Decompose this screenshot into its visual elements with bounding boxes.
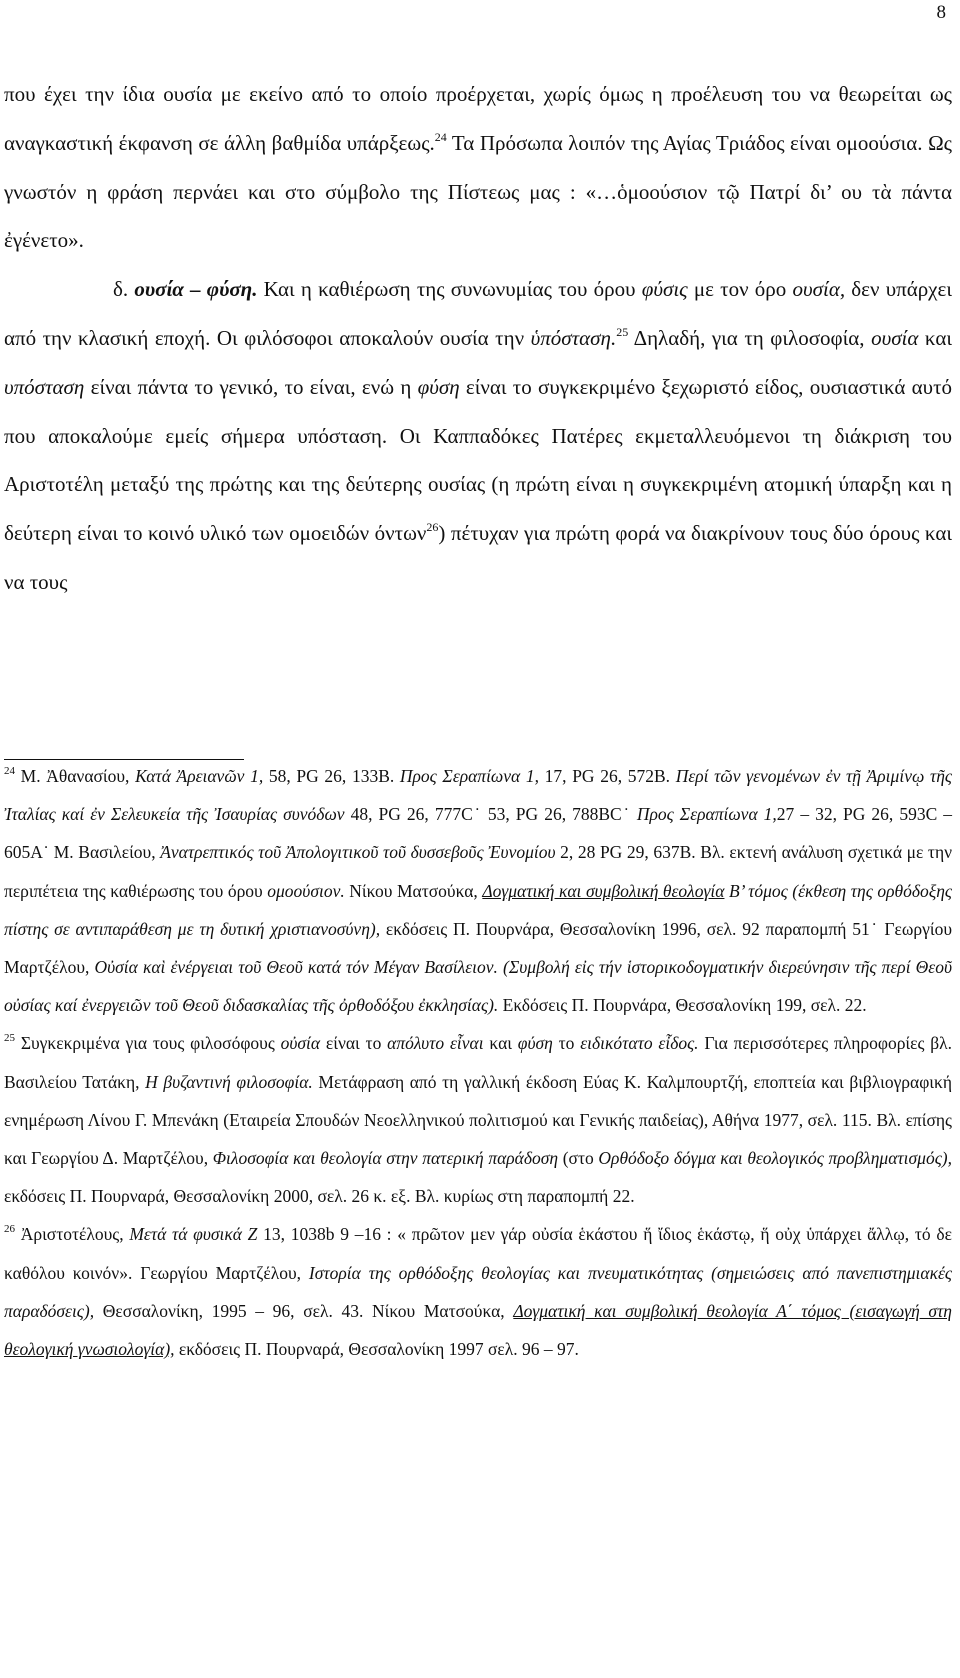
italic-title: Περί τῶν γενομένων ἐν τῇ Ἀριμίνῳ τῆς Ἰταλίας καί ἐν Σελευκεία τῆς Ἰσαυρίας συνόδων [4,766,953,825]
text-run: είναι πάντα το γενικό, το είναι, ενώ η [84,374,418,399]
text-run: 2, 28 PG 29, 637B. Βλ. εκτενή ανάλυση σχετικά με την περιπέτεια της καθιέρωσης του όρου [4,842,953,901]
text-run: Μ. Ἀθανασίου, [15,766,136,786]
text-run: Θεσσαλονίκη, 1995 – 96, σελ. 43. Νίκου Ματσούκα, [94,1300,514,1321]
text-run: δεν υπάρχει από την κλασική εποχή. Οι φιλόσοφοι αποκαλούν ουσία την [4,277,952,350]
italic-term: φύσις [641,277,688,302]
text-run: και [483,1033,518,1054]
italic-title: Δογματική και συμβολική θεολογία Α΄ τόμος (εισαγωγή στη θεολογική γνωσιολογία), [4,1300,952,1360]
italic-title: Ιστορία της ορθόδοξης θεολογίας και πνευματικότητας (σημειώσεις από πανεπιστημιακές παραδόσεις), [4,1262,952,1321]
italic-term: ειδικότατο εἶδος. [580,1033,699,1054]
page-number: 8 [936,2,946,23]
italic-title: Προς Σεραπίωνα 1, [399,766,540,786]
footnote-ref-26[interactable]: 26 [426,520,439,535]
italic-title: Β’ τόμος (έκθεση της ορθόδοξης πίστης σε αντιπαράθεση με τη δυτική χριστιανοσύνη), [4,880,952,939]
text-run: εκδόσεις Π. Πουρνάρα, Θεσσαλονίκη 1996, σελ. 92 παραπομπή 51˙ Γεωργίου Μαρτζέλου, [4,918,952,978]
text-run: 13, 1038b 9 –16 : « πρῶτον μεν γάρ οὐσία ἑκάστου ἥ ἴδιος ἑκάστῳ, ἥ οὐχ ὑπάρχει ἄλλῳ, τό δε καθόλου κοινόν». Γεωργίου Μαρτζέλου, [4,1224,952,1283]
text-run: Ἀριστοτέλους, [15,1224,130,1245]
italic-title: Ορθόδοξο δόγμα και θεολογικός προβληματισμός), [598,1148,952,1169]
italic-term: απόλυτο εἶναι [387,1033,484,1054]
text-run: είναι το [320,1033,388,1054]
text-run: Εκδόσεις Π. Πουρνάρα, Θεσσαλονίκη 199, σελ. 22. [498,995,867,1016]
italic-term: οὐσία [280,1033,321,1054]
text-run: Τα Πρόσωπα λοιπόν της Αγίας Τριάδος είναι ομοούσια. Ως γνωστόν η φράση περνάει και στο σύμβολο της Πίστεως μας : «…ὁμοούσιον τῷ Πατρί δι’ ου τὰ πάντα ἐγένετο». [4,130,952,253]
text-run: Για περισσότερες πληροφορίες βλ. Βασιλείου Τατάκη, [4,1033,952,1092]
text-run: Δηλαδή, για τη φιλοσοφία, [628,325,872,350]
text-run: εκδόσεις Π. Πουρναρά, Θεσσαλονίκη 2000, σελ. 26 κ. εξ. Βλ. κυρίως στη παραπομπή 22. [4,1186,635,1207]
italic-term: ουσία [871,325,919,350]
italic-title: Ἀνατρεπτικός τοῦ Ἀπολογιτικοῦ τοῦ δυσσεβοῦς Ἐυνομίου [160,842,556,863]
footnote-25 [4,1024,952,1215]
text-run: Και η καθιέρωση της συνωνυμίας του όρου [257,277,642,302]
text-run: Νίκου Ματσούκα, [344,880,483,901]
italic-term: ουσία, [792,277,846,302]
body-text [4,70,952,607]
paragraph-1 [4,70,952,265]
paragraph-2 [4,265,952,607]
section-heading: ουσία – φύση. [134,277,258,302]
footnote-number: 25 [4,1032,15,1045]
italic-term: φύση [517,1033,553,1054]
italic-title: Μετά τά φυσικά Ζ [129,1224,258,1245]
text-run: 17, PG 26, 572B. [539,766,671,786]
text-run: 48, PG 26, 777C˙ 53, PG 26, 788BC˙ [344,804,637,825]
italic-title: Η βυζαντινή φιλοσοφία. [145,1071,313,1092]
text-run: με τον όρο [687,277,793,302]
italic-term: ομοούσιον. [267,880,345,901]
section-marker: δ. [113,277,135,302]
footnote-24 [4,757,952,1024]
italic-term: υπόσταση [4,374,85,399]
italic-title: Κατά Ἀρειανῶν 1, [135,766,264,786]
footnotes [4,757,952,1368]
footnote-ref-25[interactable]: 25 [616,324,629,339]
italic-term: ὑπόσταση. [530,325,617,350]
text-run: που έχει την ίδια ουσία με εκείνο από το οποίο προέρχεται, χωρίς όμως η προέλευση του να θεωρείται ως αναγκαστική έκφανση σε άλλη βαθμίδα υπάρξεως. [4,82,952,155]
text-run: εκδόσεις Π. Πουρναρά, Θεσσαλονίκη 1997 σελ. 96 – 97. [174,1339,579,1360]
footnote-ref-24[interactable]: 24 [434,129,447,144]
italic-title: Προς Σεραπίωνα 1, [636,804,777,825]
italic-title: Οὐσία καὶ ἐνέργειαι τοῦ Θεοῦ κατά τόν Μέγαν Βασίλειον. (Συμβολή εἰς τήν ἱστορικοδογματικήν διερεύνησιν τῆς περί Θεοῦ οὐσίας καί ἐνεργειῶν τοῦ Θεοῦ διδασκαλίας τῆς ὀρθοδόξου ἐκκλησίας). [4,957,952,1016]
footnote-number: 26 [4,1223,15,1236]
italic-term: φύση [417,374,460,399]
italic-title: Δογματική και συμβολική θεολογία [482,880,725,901]
text-run: το [552,1033,581,1054]
text-run: Συγκεκριμένα για τους φιλοσόφους [15,1033,281,1054]
text-run: 58, PG 26, 133B. [263,766,400,786]
text-run: 27 – 32, PG 26, 593C – 605A˙ Μ. Βασιλείου, [4,804,953,863]
text-run: και [918,325,952,350]
text-run: (στο [558,1148,599,1169]
text-run: ) πέτυχαν για πρώτη φορά να διακρίνουν τους δύο όρους και να τους [4,521,952,594]
footnote-number: 24 [4,765,15,777]
italic-title: Φιλοσοφία και θεολογία στην πατερική παράδοση [212,1148,559,1169]
footnote-26 [4,1215,952,1368]
text-run: είναι το συγκεκριμένο ξεχωριστό είδος, ουσιαστικά αυτό που αποκαλούμε εμείς σήμερα υπόσταση. Οι Καππαδόκες Πατέρες εκμεταλλευόμενοι τη διάκριση του Αριστοτέλη μεταξύ της πρώτης και της δεύτερης ουσίας (η πρώτη είναι η συγκεκριμένη ατομική ύπαρξη και η δεύτερη είναι το κοινό υλικό των ομοειδών όντων [4,374,953,546]
text-run: Μετάφραση από τη γαλλική έκδοση Εύας Κ. Καλμπουρτζή, εποπτεία και βιβλιογραφική ενημέρωση Λίνου Γ. Μπενάκη (Εταιρεία Σπουδών Νεοελληνικού πολιτισμού και Γενικής παιδείας), Αθήνα 1977, σελ. 115. Βλ. επίσης και Γεωργίου Δ. Μαρτζέλου, [4,1071,952,1169]
